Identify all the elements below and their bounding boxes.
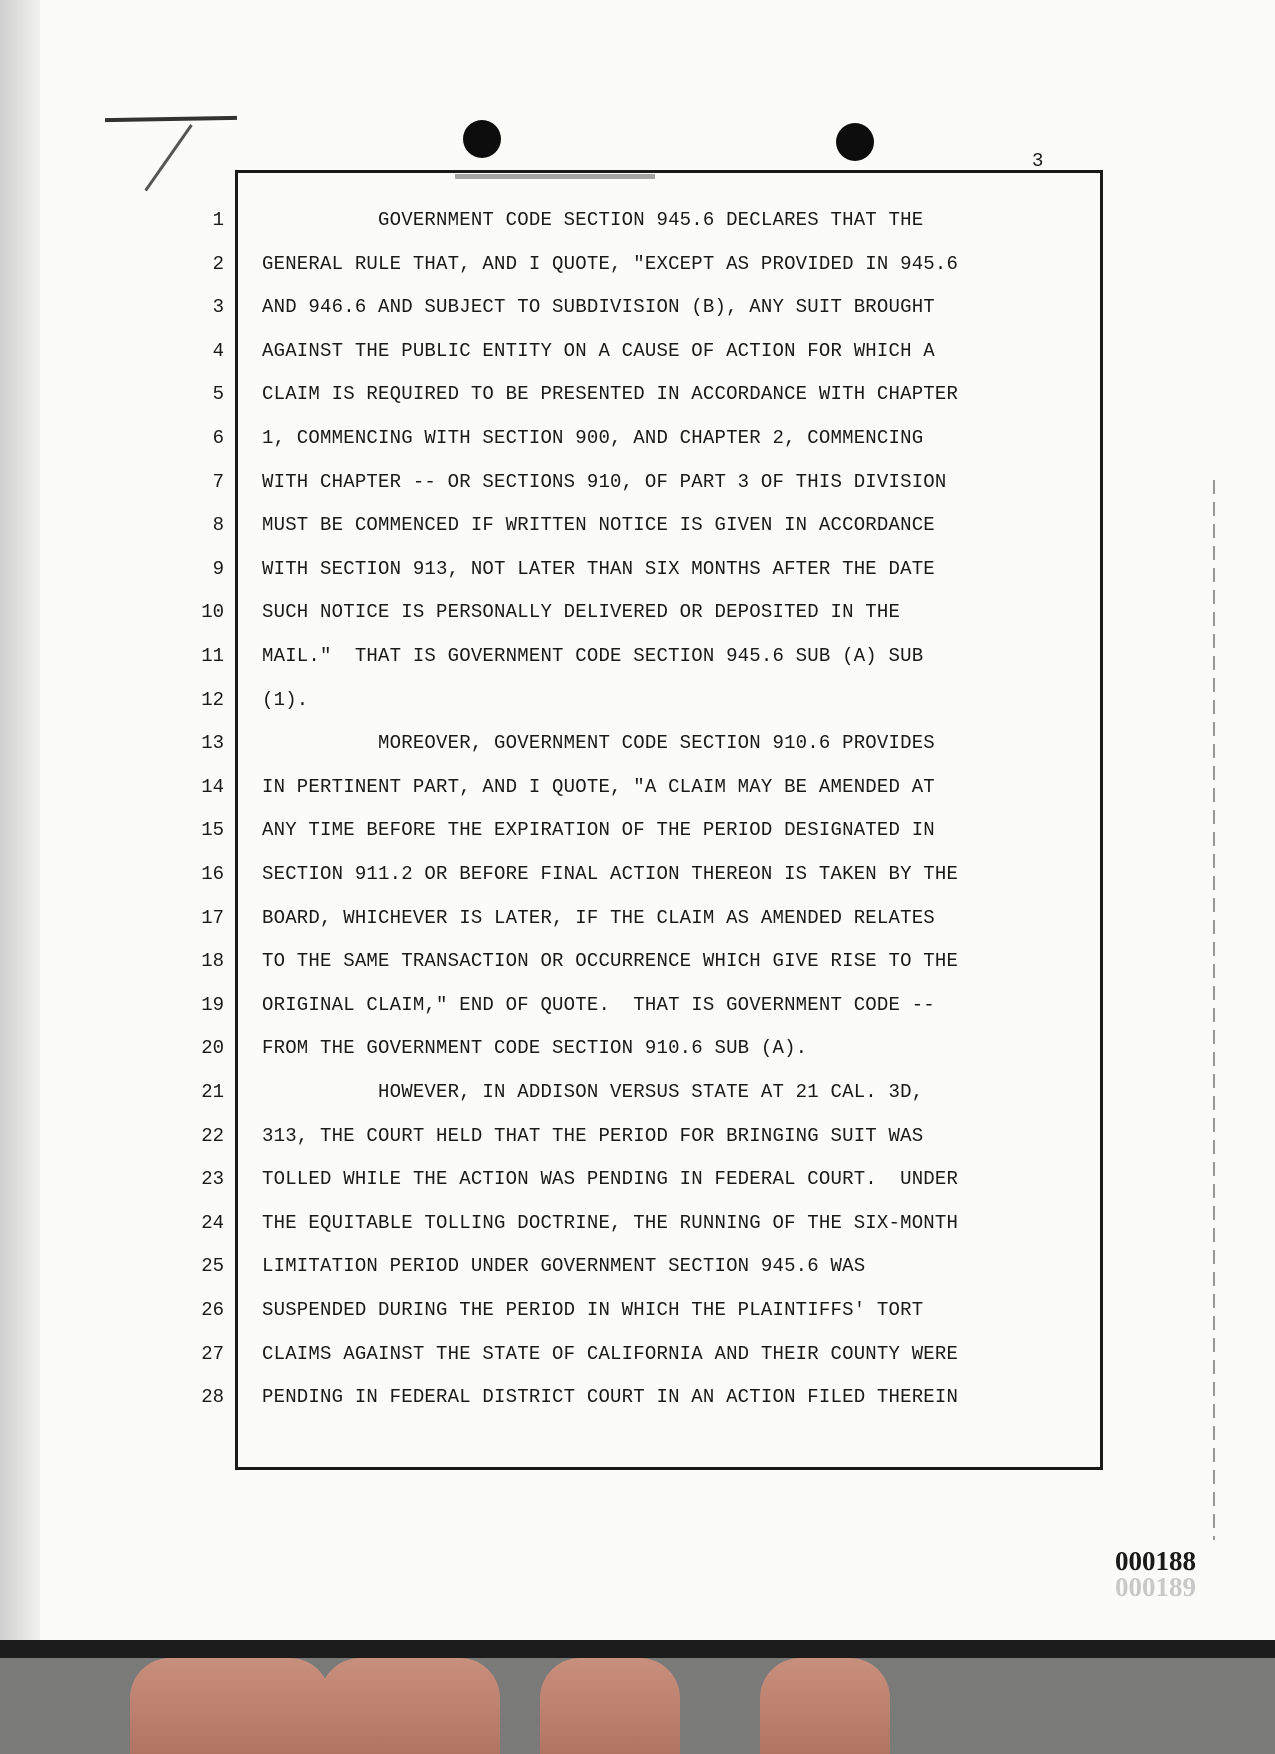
line-number: 2 [212, 253, 224, 275]
transcript-line: MAIL." THAT IS GOVERNMENT CODE SECTION 945.6 SUB (A) SUB [262, 645, 924, 667]
line-number: 28 [201, 1386, 224, 1408]
transcript-line: MOREOVER, GOVERNMENT CODE SECTION 910.6 PROVIDES [262, 732, 935, 754]
transcript-line: BOARD, WHICHEVER IS LATER, IF THE CLAIM AS AMENDED RELATES [262, 907, 935, 929]
line-number: 10 [201, 601, 224, 623]
punch-hole-icon [463, 120, 501, 158]
transcript-line: HOWEVER, IN ADDISON VERSUS STATE AT 21 CAL. 3D, [262, 1081, 924, 1103]
line-number: 3 [212, 296, 224, 318]
line-number: 11 [201, 645, 224, 667]
transcript-line: GOVERNMENT CODE SECTION 945.6 DECLARES THAT THE [262, 209, 924, 231]
finger-shape [130, 1658, 330, 1754]
bates-number: 000188 [1115, 1546, 1196, 1576]
line-number: 18 [201, 950, 224, 972]
line-number: 1 [212, 209, 224, 231]
transcript-line: TOLLED WHILE THE ACTION WAS PENDING IN FEDERAL COURT. UNDER [262, 1168, 959, 1190]
scan-left-edge [0, 0, 40, 1640]
line-number: 24 [201, 1212, 224, 1234]
transcript-line: FROM THE GOVERNMENT CODE SECTION 910.6 SUB (A). [262, 1037, 808, 1059]
transcript-line: TO THE SAME TRANSACTION OR OCCURRENCE WHICH GIVE RISE TO THE [262, 950, 959, 972]
transcript-line: ANY TIME BEFORE THE EXPIRATION OF THE PERIOD DESIGNATED IN [262, 819, 935, 841]
line-number: 19 [201, 994, 224, 1016]
transcript-line: MUST BE COMMENCED IF WRITTEN NOTICE IS GIVEN IN ACCORDANCE [262, 514, 935, 536]
transcript-line: 313, THE COURT HELD THAT THE PERIOD FOR BRINGING SUIT WAS [262, 1125, 924, 1147]
transcript-line: WITH SECTION 913, NOT LATER THAN SIX MONTHS AFTER THE DATE [262, 558, 935, 580]
transcript-line: SUCH NOTICE IS PERSONALLY DELIVERED OR DEPOSITED IN THE [262, 601, 901, 623]
transcript-line: (1). [262, 689, 309, 711]
line-number: 22 [201, 1125, 224, 1147]
line-number: 9 [212, 558, 224, 580]
line-number: 20 [201, 1037, 224, 1059]
transcript-line: AND 946.6 AND SUBJECT TO SUBDIVISION (B), ANY SUIT BROUGHT [262, 296, 935, 318]
line-number: 4 [212, 340, 224, 362]
transcript-line: THE EQUITABLE TOLLING DOCTRINE, THE RUNNING OF THE SIX-MONTH [262, 1212, 959, 1234]
transcript-line: 1, COMMENCING WITH SECTION 900, AND CHAPTER 2, COMMENCING [262, 427, 924, 449]
line-number: 15 [201, 819, 224, 841]
page-number: 3 [1032, 150, 1044, 172]
finger-shape [320, 1658, 500, 1754]
punch-hole-icon [836, 123, 874, 161]
line-number: 7 [212, 471, 224, 493]
line-number: 16 [201, 863, 224, 885]
line-number: 5 [212, 383, 224, 405]
line-number: 25 [201, 1255, 224, 1277]
line-number: 12 [201, 689, 224, 711]
transcript-line: AGAINST THE PUBLIC ENTITY ON A CAUSE OF ACTION FOR WHICH A [262, 340, 935, 362]
margin-rule [1213, 480, 1215, 1540]
line-number: 13 [201, 732, 224, 754]
transcript-line: WITH CHAPTER -- OR SECTIONS 910, OF PART 3 OF THIS DIVISION [262, 471, 947, 493]
transcript-line: ORIGINAL CLAIM," END OF QUOTE. THAT IS GOVERNMENT CODE -- [262, 994, 935, 1016]
transcript-line: CLAIMS AGAINST THE STATE OF CALIFORNIA AND THEIR COUNTY WERE [262, 1343, 959, 1365]
transcript-line: LIMITATION PERIOD UNDER GOVERNMENT SECTION 945.6 WAS [262, 1255, 866, 1277]
transcript-line: CLAIM IS REQUIRED TO BE PRESENTED IN ACCORDANCE WITH CHAPTER [262, 383, 959, 405]
transcript-line: SUSPENDED DURING THE PERIOD IN WHICH THE PLAINTIFFS' TORT [262, 1299, 924, 1321]
line-number: 21 [201, 1081, 224, 1103]
line-number: 17 [201, 907, 224, 929]
transcript-line: SECTION 911.2 OR BEFORE FINAL ACTION THEREON IS TAKEN BY THE [262, 863, 959, 885]
transcript-line: IN PERTINENT PART, AND I QUOTE, "A CLAIM MAY BE AMENDED AT [262, 776, 935, 798]
transcript-line: GENERAL RULE THAT, AND I QUOTE, "EXCEPT AS PROVIDED IN 945.6 [262, 253, 959, 275]
line-number: 14 [201, 776, 224, 798]
transcript-line: PENDING IN FEDERAL DISTRICT COURT IN AN ACTION FILED THEREIN [262, 1386, 959, 1408]
line-number: 23 [201, 1168, 224, 1190]
line-number: 8 [212, 514, 224, 536]
line-number: 26 [201, 1299, 224, 1321]
finger-shape [540, 1658, 680, 1754]
bates-number-ghost: 000189 [1115, 1572, 1196, 1602]
finger-shape [760, 1658, 890, 1754]
line-number: 6 [212, 427, 224, 449]
line-number: 27 [201, 1343, 224, 1365]
